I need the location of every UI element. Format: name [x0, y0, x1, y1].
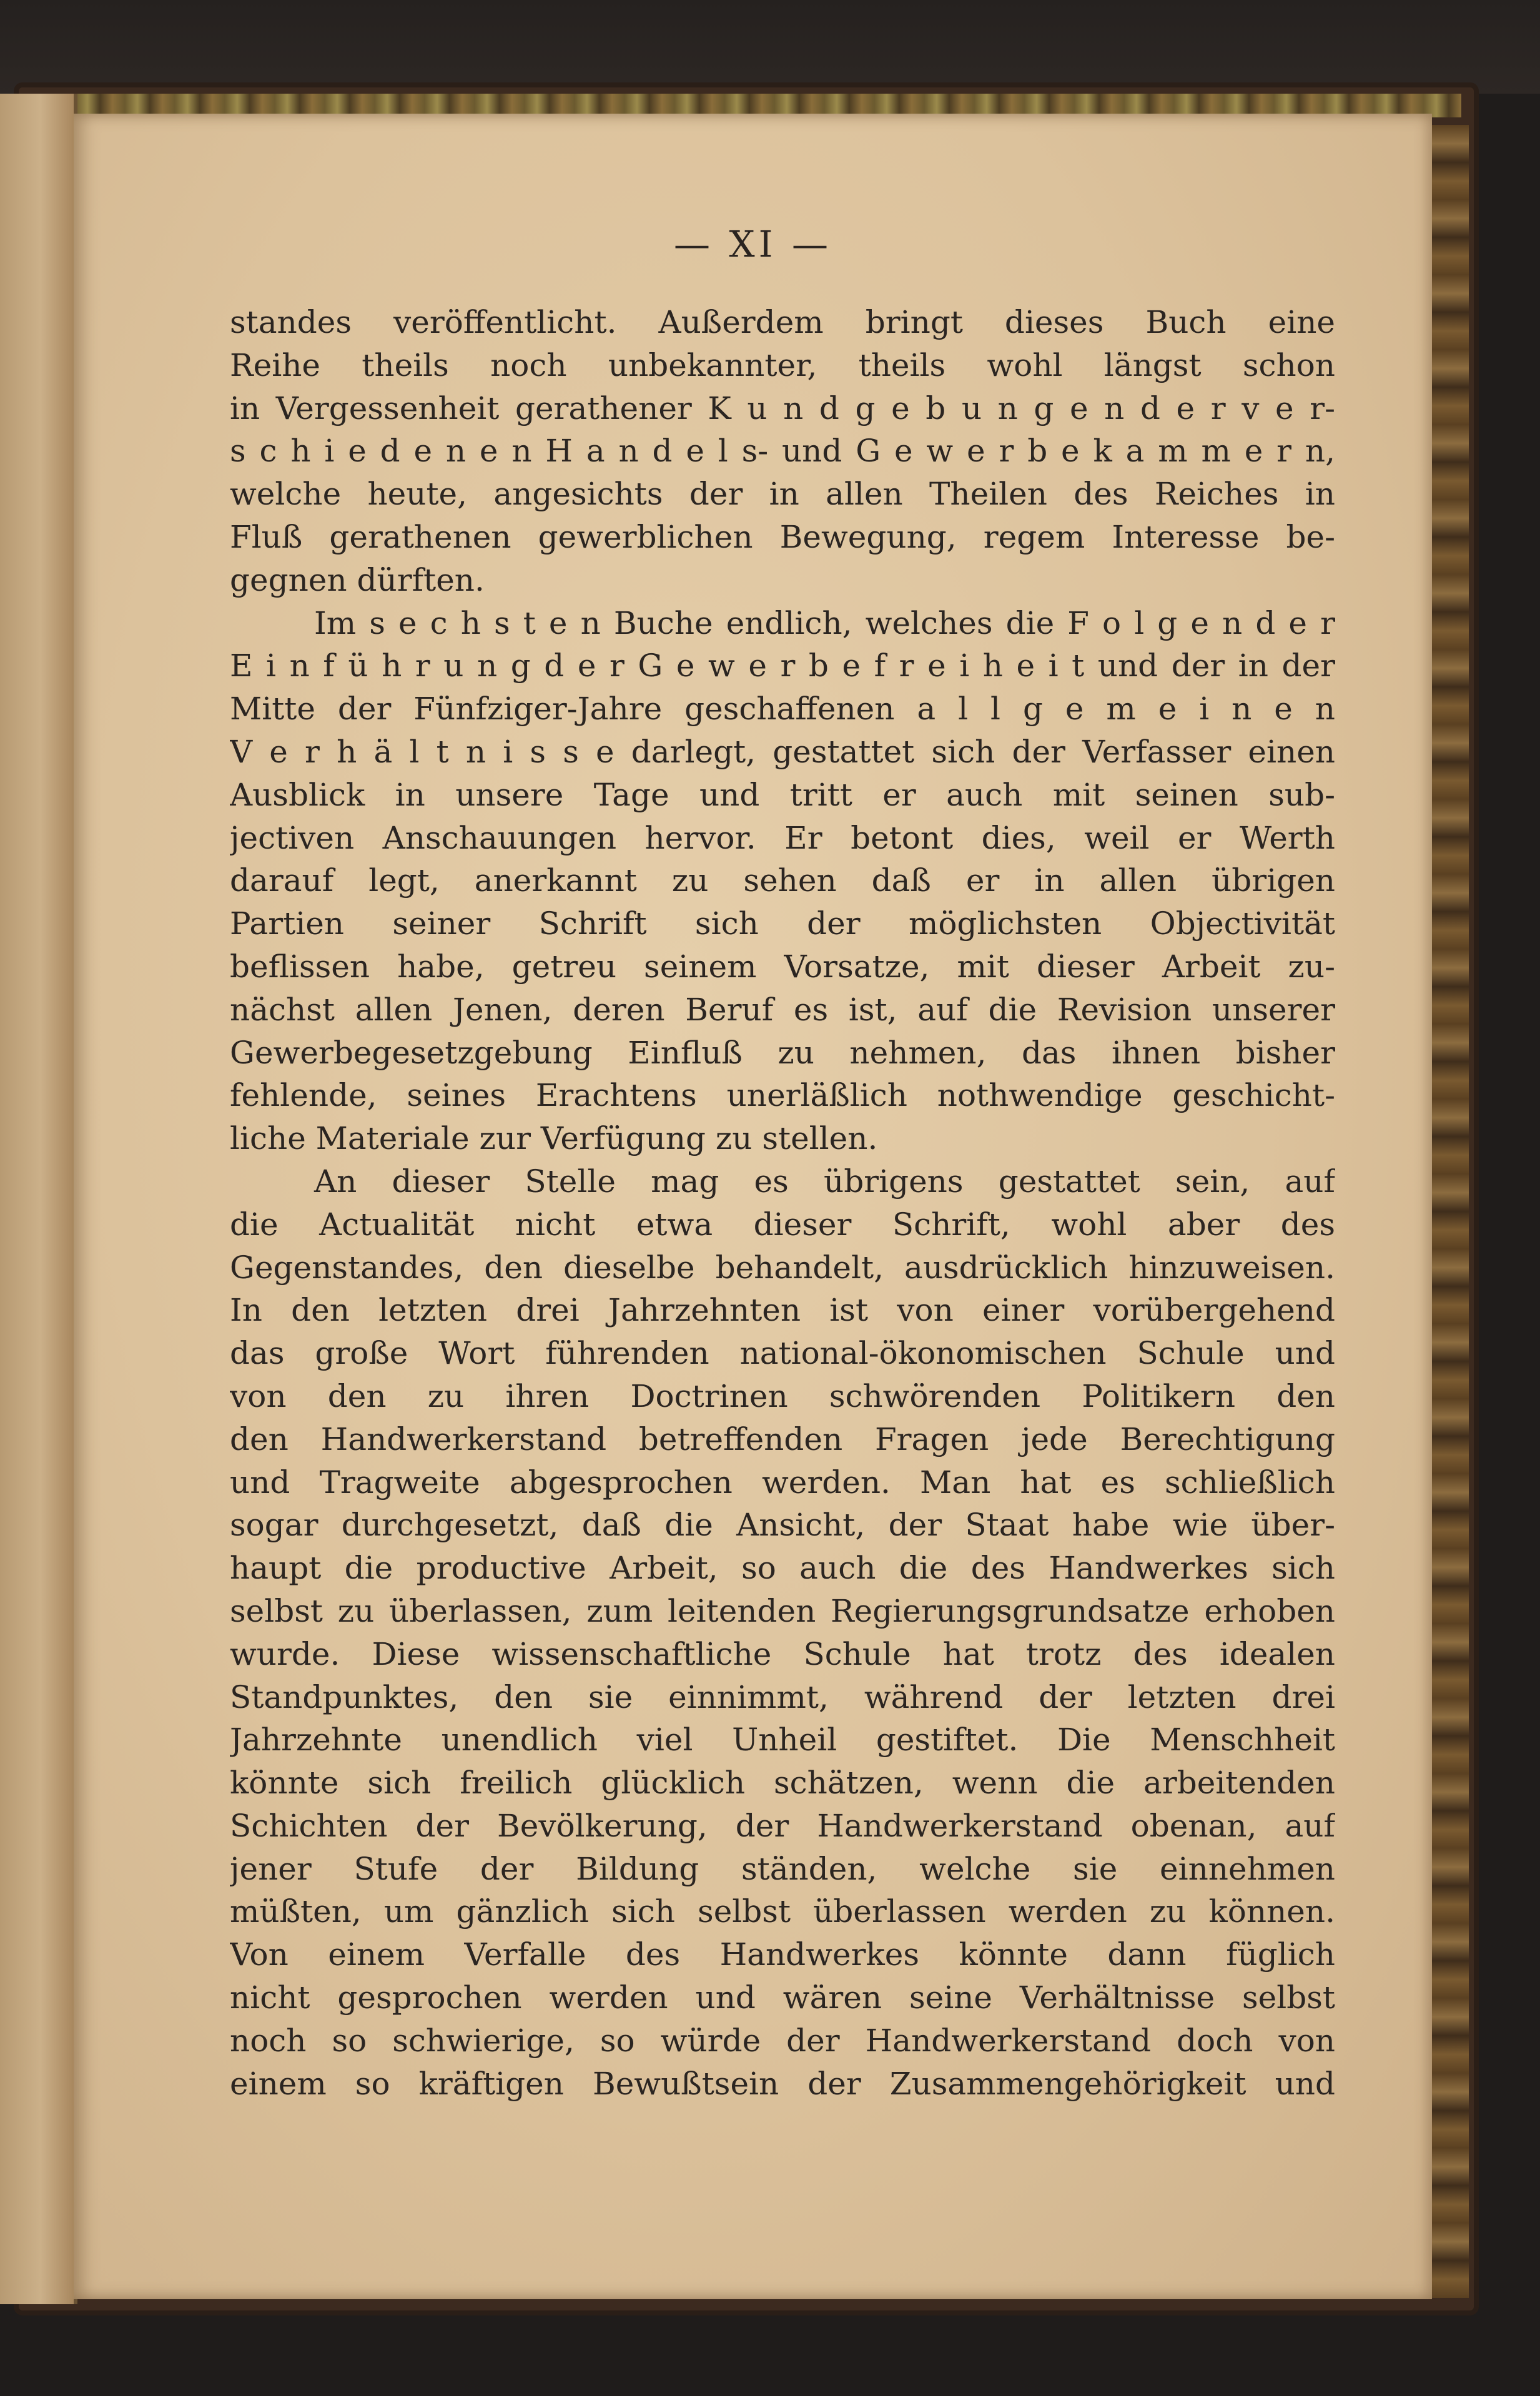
text-line: Gegenstandes, den dieselbe behandelt, ausdrücklich hinzuweisen. [230, 1249, 1335, 1286]
text-line: welche heute, angesichts der in allen Theilen des Reiches in [230, 476, 1335, 513]
text-line: Standpunktes, den sie einnimmt, während der letzten drei [230, 1679, 1335, 1715]
text-line: Mitte der Fünfziger-Jahre geschaffenen a l l g e m e i n e n [230, 691, 1335, 727]
text-line: wurde. Diese wissenschaftliche Schule hat trotz des idealen [230, 1635, 1335, 1672]
book-page [74, 114, 1432, 2299]
backdrop [0, 0, 1540, 94]
text-line: gegnen dürften. [230, 561, 485, 598]
text-line: beflissen habe, getreu seinem Vorsatze, mit dieser Arbeit zu- [230, 948, 1335, 985]
text-line: Gewerbegesetzgebung Einfluß zu nehmen, das ihnen bisher [230, 1034, 1335, 1071]
text-line: nicht gesprochen werden und wären seine Verhältnisse selbst [230, 1979, 1335, 2016]
page-number: — XI — [673, 223, 832, 265]
text-line: in Vergessenheit gerathener K u n d g e b u n g e n d e r v e r- [230, 390, 1335, 426]
text-line: V e r h ä l t n i s s e darlegt, gestattet sich der Verfasser einen [230, 733, 1335, 770]
text-line: Ausblick in unsere Tage und tritt er auch mit seinen sub- [230, 776, 1335, 813]
text-line: E i n f ü h r u n g d e r G e w e r b e f r e i h e i t und der in der [230, 648, 1335, 684]
facing-page-edge [0, 94, 77, 2304]
text-line: die Actualität nicht etwa dieser Schrift, wohl aber des [230, 1206, 1335, 1243]
text-line: das große Wort führenden national-ökonomischen Schule und [230, 1335, 1335, 1372]
text-line: Fluß gerathenen gewerblichen Bewegung, regem Interesse be- [230, 518, 1335, 555]
text-line: noch so schwierige, so würde der Handwerkerstand doch von [230, 2022, 1335, 2059]
page-body-text [230, 301, 1335, 2105]
text-line: Partien seiner Schrift sich der möglichsten Objectivität [230, 905, 1335, 942]
text-line: Jahrzehnte unendlich viel Unheil gestiftet. Die Menschheit [230, 1722, 1335, 1758]
text-line: könnte sich freilich glücklich schätzen, wenn die arbeitenden [230, 1765, 1335, 1802]
text-line: standes veröffentlicht. Außerdem bringt dieses Buch eine [230, 304, 1335, 340]
text-line: Im s e c h s t e n Buche endlich, welches die F o l g e n d e r [314, 604, 1335, 641]
text-line: einem so kräftigen Bewußtsein der Zusammengehörigkeit und [230, 2065, 1335, 2102]
text-line: jener Stufe der Bildung ständen, welche sie einnehmen [230, 1850, 1335, 1887]
text-line: jectiven Anschauungen hervor. Er betont dies, weil er Werth [230, 819, 1335, 856]
text-line: den Handwerkerstand betreffenden Fragen jede Berechtigung [230, 1421, 1335, 1457]
marbled-edge-right [1430, 125, 1469, 2298]
text-line: müßten, um gänzlich sich selbst überlassen werden zu können. [230, 1893, 1335, 1930]
text-line: In den letzten drei Jahrzehnten ist von einer vorübergehend [230, 1292, 1335, 1329]
text-line: Schichten der Bevölkerung, der Handwerkerstand obenan, auf [230, 1807, 1335, 1844]
text-line: haupt die productive Arbeit, so auch die des Handwerkes sich [230, 1550, 1335, 1587]
text-line: von den zu ihren Doctrinen schwörenden Politikern den [230, 1378, 1335, 1414]
text-line: fehlende, seines Erachtens unerläßlich nothwendige geschicht- [230, 1077, 1335, 1114]
text-line: liche Materiale zur Verfügung zu stellen. [230, 1120, 878, 1157]
text-line: Von einem Verfalle des Handwerkes könnte dann füglich [230, 1936, 1335, 1973]
text-line: s c h i e d e n e n H a n d e l s- und G e w e r b e k a m m e r n, [230, 433, 1335, 470]
text-line: selbst zu überlassen, zum leitenden Regierungsgrundsatze erhoben [230, 1592, 1335, 1629]
text-line: und Tragweite abgesprochen werden. Man hat es schließlich [230, 1464, 1335, 1501]
text-line: Reihe theils noch unbekannter, theils wohl längst schon [230, 347, 1335, 383]
text-line: darauf legt, anerkannt zu sehen daß er in allen übrigen [230, 862, 1335, 899]
text-line: nächst allen Jenen, deren Beruf es ist, auf die Revision unserer [230, 991, 1335, 1028]
text-line: An dieser Stelle mag es übrigens gestattet sein, auf [314, 1163, 1335, 1200]
text-line: sogar durchgesetzt, daß die Ansicht, der Staat habe wie über- [230, 1507, 1335, 1544]
